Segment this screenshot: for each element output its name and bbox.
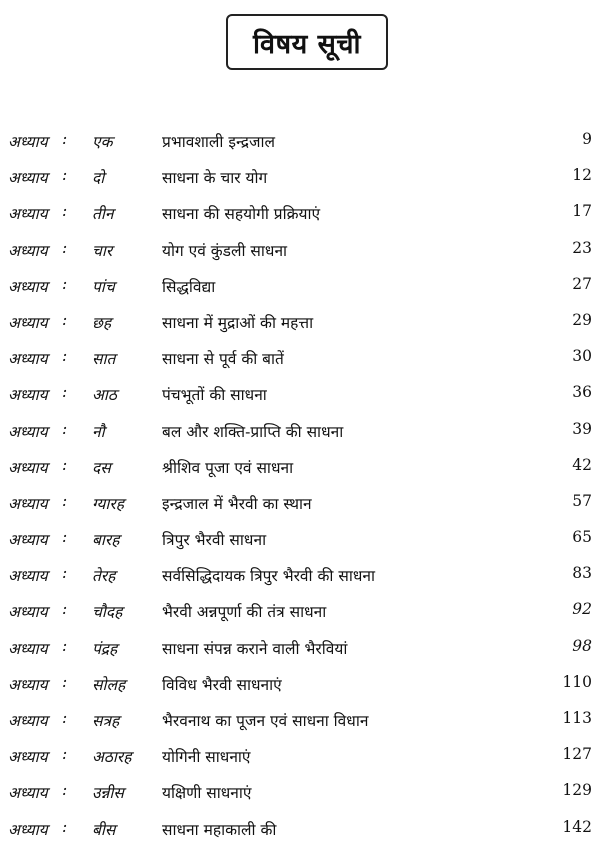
chapter-label: अध्याय	[8, 603, 48, 622]
chapter-separator: :	[62, 130, 68, 148]
toc-row	[0, 810, 600, 846]
chapter-title: सिद्धविद्या	[162, 277, 216, 296]
chapter-title: भैरवनाथ का पूजन एवं साधना विधान	[162, 712, 369, 730]
chapter-separator: :	[62, 817, 68, 836]
chapter-title: योगिनी साधनाएं	[162, 748, 251, 767]
chapter-number: सोलह	[92, 675, 126, 694]
toc-row	[0, 448, 600, 484]
chapter-page: 98	[572, 636, 592, 655]
chapter-label: अध्याय	[8, 350, 48, 369]
toc-row	[0, 303, 600, 339]
chapter-number: नौ	[92, 422, 105, 441]
chapter-title: इन्द्रजाल में भैरवी का स्थान	[162, 494, 312, 513]
chapter-label: अध्याय	[8, 494, 48, 513]
chapter-separator: :	[62, 636, 68, 655]
table-of-contents	[0, 122, 600, 846]
chapter-title: भैरवी अन्नपूर्णा की तंत्र साधना	[162, 603, 327, 622]
chapter-label: अध्याय	[8, 205, 48, 224]
chapter-number: पंद्रह	[92, 639, 118, 658]
chapter-label: अध्याय	[8, 531, 48, 550]
toc-row	[0, 592, 600, 628]
toc-row	[0, 665, 600, 701]
chapter-title: साधना से पूर्व की बातें	[162, 350, 284, 369]
chapter-page: 36	[572, 383, 592, 402]
chapter-number: ग्यारह	[92, 494, 124, 513]
chapter-number: एक	[92, 133, 113, 151]
chapter-page: 12	[572, 166, 592, 185]
chapter-number: चौदह	[92, 603, 123, 622]
chapter-number: दो	[92, 169, 105, 188]
chapter-page: 65	[572, 528, 592, 547]
toc-row	[0, 773, 600, 809]
chapter-label: अध्याय	[8, 712, 48, 730]
chapter-label: अध्याय	[8, 820, 48, 839]
chapter-number: सात	[92, 350, 116, 369]
chapter-page: 129	[562, 781, 592, 800]
chapter-number: तीन	[92, 205, 114, 224]
chapter-number: बीस	[92, 820, 116, 839]
chapter-separator: :	[62, 672, 68, 691]
chapter-label: अध्याय	[8, 748, 48, 767]
chapter-page: 57	[572, 491, 592, 510]
chapter-title: साधना संपन्न कराने वाली भैरवियां	[162, 639, 348, 658]
chapter-label: अध्याय	[8, 133, 48, 151]
chapter-label: अध्याय	[8, 169, 48, 188]
chapter-page: 9	[582, 130, 592, 148]
page-title: विषय सूची	[226, 14, 388, 70]
chapter-label: अध्याय	[8, 784, 48, 803]
chapter-label: अध्याय	[8, 567, 48, 586]
chapter-separator: :	[62, 564, 68, 583]
chapter-separator: :	[62, 491, 68, 510]
chapter-separator: :	[62, 419, 68, 438]
chapter-title: सर्वसिद्धिदायक त्रिपुर भैरवी की साधना	[162, 567, 375, 586]
chapter-page: 17	[572, 202, 592, 221]
chapter-page: 42	[572, 455, 592, 474]
chapter-title: साधना की सहयोगी प्रक्रियाएं	[162, 205, 321, 224]
chapter-page: 39	[572, 419, 592, 438]
chapter-number: दस	[92, 458, 111, 477]
chapter-number: तेरह	[92, 567, 116, 586]
chapter-page: 83	[572, 564, 592, 583]
chapter-title: योग एवं कुंडली साधना	[162, 241, 288, 260]
chapter-label: अध्याय	[8, 241, 48, 260]
chapter-separator: :	[62, 310, 68, 329]
chapter-number: छह	[92, 313, 112, 332]
chapter-label: अध्याय	[8, 458, 48, 477]
chapter-label: अध्याय	[8, 277, 48, 296]
chapter-separator: :	[62, 202, 68, 221]
chapter-title: साधना महाकाली की	[162, 820, 277, 839]
chapter-page: 27	[572, 274, 592, 293]
chapter-page: 113	[562, 709, 592, 727]
toc-row	[0, 375, 600, 411]
toc-row	[0, 194, 600, 230]
chapter-label: अध्याय	[8, 675, 48, 694]
chapter-title: साधना में मुद्राओं की महत्ता	[162, 313, 314, 332]
chapter-title: साधना के चार योग	[162, 169, 268, 188]
toc-row	[0, 520, 600, 556]
chapter-number: चार	[92, 241, 113, 260]
chapter-page: 92	[572, 600, 592, 619]
toc-row	[0, 231, 600, 267]
chapter-separator: :	[62, 781, 68, 800]
chapter-page: 142	[562, 817, 592, 836]
chapter-separator: :	[62, 600, 68, 619]
toc-row	[0, 158, 600, 194]
chapter-title: प्रभावशाली इन्द्रजाल	[162, 133, 276, 151]
chapter-separator: :	[62, 238, 68, 257]
chapter-title: विविध भैरवी साधनाएं	[162, 675, 282, 694]
toc-row	[0, 339, 600, 375]
chapter-separator: :	[62, 528, 68, 547]
chapter-separator: :	[62, 455, 68, 474]
toc-row	[0, 267, 600, 303]
chapter-label: अध्याय	[8, 422, 48, 441]
chapter-title: श्रीशिव पूजा एवं साधना	[162, 458, 294, 477]
chapter-title: यक्षिणी साधनाएं	[162, 784, 252, 803]
chapter-page: 127	[562, 745, 592, 764]
toc-row	[0, 629, 600, 665]
chapter-separator: :	[62, 709, 68, 727]
toc-row	[0, 701, 600, 737]
chapter-number: बारह	[92, 531, 120, 550]
chapter-label: अध्याय	[8, 386, 48, 405]
chapter-title: पंचभूतों की साधना	[162, 386, 267, 405]
toc-row	[0, 122, 600, 158]
chapter-page: 30	[572, 347, 592, 366]
chapter-number: अठारह	[92, 748, 132, 767]
toc-row	[0, 484, 600, 520]
toc-row	[0, 412, 600, 448]
chapter-number: आठ	[92, 386, 117, 405]
chapter-page: 23	[572, 238, 592, 257]
chapter-title: बल और शक्ति-प्राप्ति की साधना	[162, 422, 344, 441]
chapter-title: त्रिपुर भैरवी साधना	[162, 531, 267, 550]
chapter-number: सत्रह	[92, 712, 120, 730]
chapter-separator: :	[62, 347, 68, 366]
chapter-number: पांच	[92, 277, 115, 296]
chapter-separator: :	[62, 383, 68, 402]
toc-row	[0, 737, 600, 773]
chapter-page: 110	[562, 672, 592, 691]
chapter-label: अध्याय	[8, 313, 48, 332]
chapter-page: 29	[572, 310, 592, 329]
chapter-separator: :	[62, 166, 68, 185]
toc-row	[0, 556, 600, 592]
chapter-separator: :	[62, 745, 68, 764]
chapter-separator: :	[62, 274, 68, 293]
chapter-number: उन्नीस	[92, 784, 124, 803]
chapter-label: अध्याय	[8, 639, 48, 658]
